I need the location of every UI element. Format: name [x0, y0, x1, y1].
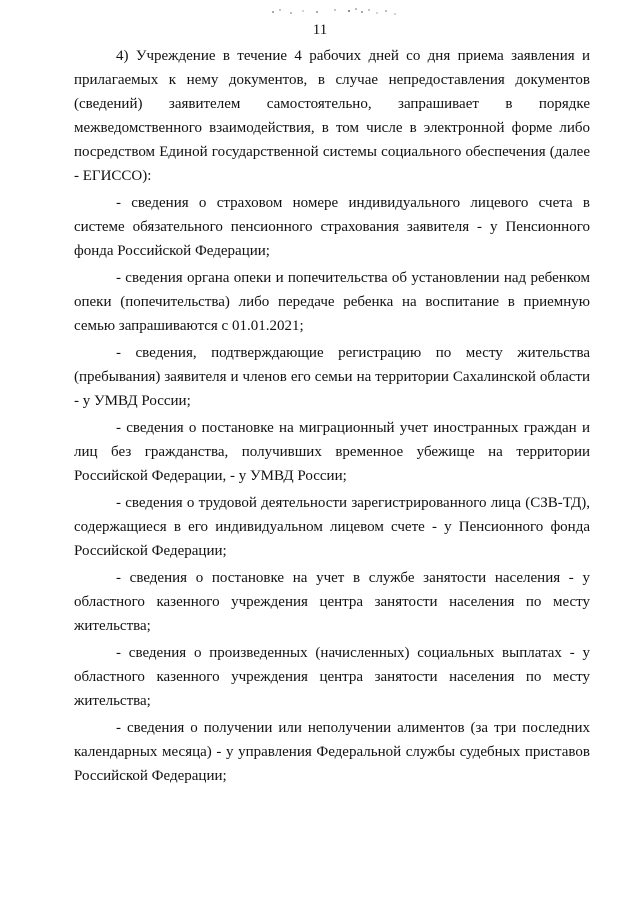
list-item-employment-service: - сведения о постановке на учет в службе занятости населения - у областного казенного учреждения центра занятости населения по месту жительства;: [74, 570, 590, 634]
paragraph-intro: 4) Учреждение в течение 4 рабочих дней со дня приема заявления и прилагаемых к нему документов, в случае непредоставления документов (сведений) заявителем самостоятельно, запрашивает в порядке межведомственного взаимодействия, в том числе в электронной форме либо посредством Единой государственной системы социального обеспечения (далее - ЕГИССО):: [74, 48, 590, 184]
list-item-social-payments: - сведения о произведенных (начисленных) социальных выплатах - у областного казенного учреждения центра занятости населения по месту жительства;: [74, 645, 590, 709]
list-item-employment-history: - сведения о трудовой деятельности зарегистрированного лица (СЗВ-ТД), содержащиеся в его индивидуальном лицевом счете - у Пенсионного фонда Российской Федерации;: [74, 495, 590, 559]
list-item-pension-account: - сведения о страховом номере индивидуального лицевого счета в системе обязательного пенсионного страхования заявителя - у Пенсионного фонда Российской Федерации;: [74, 195, 590, 259]
document-body: [74, 44, 590, 791]
list-item-guardianship: - сведения органа опеки и попечительства об установлении над ребенком опеки (попечительства) либо передаче ребенка на воспитание в приемную семью запрашиваются с 01.01.2021;: [74, 270, 590, 334]
scan-artifact-marks: [265, 4, 405, 18]
list-item-alimony: - сведения о получении или неполучении алиментов (за три последних календарных месяца) - у управления Федеральной службы судебных приставов Российской Федерации;: [74, 720, 590, 784]
page-number: 11: [312, 22, 328, 38]
list-item-migration: - сведения о постановке на миграционный учет иностранных граждан и лиц без гражданства, получивших временное убежище на территории Российской Федерации, - у УМВД России;: [74, 420, 590, 484]
list-item-registration: - сведения, подтверждающие регистрацию по месту жительства (пребывания) заявителя и членов его семьи на территории Сахалинской области - у УМВД России;: [74, 345, 590, 409]
